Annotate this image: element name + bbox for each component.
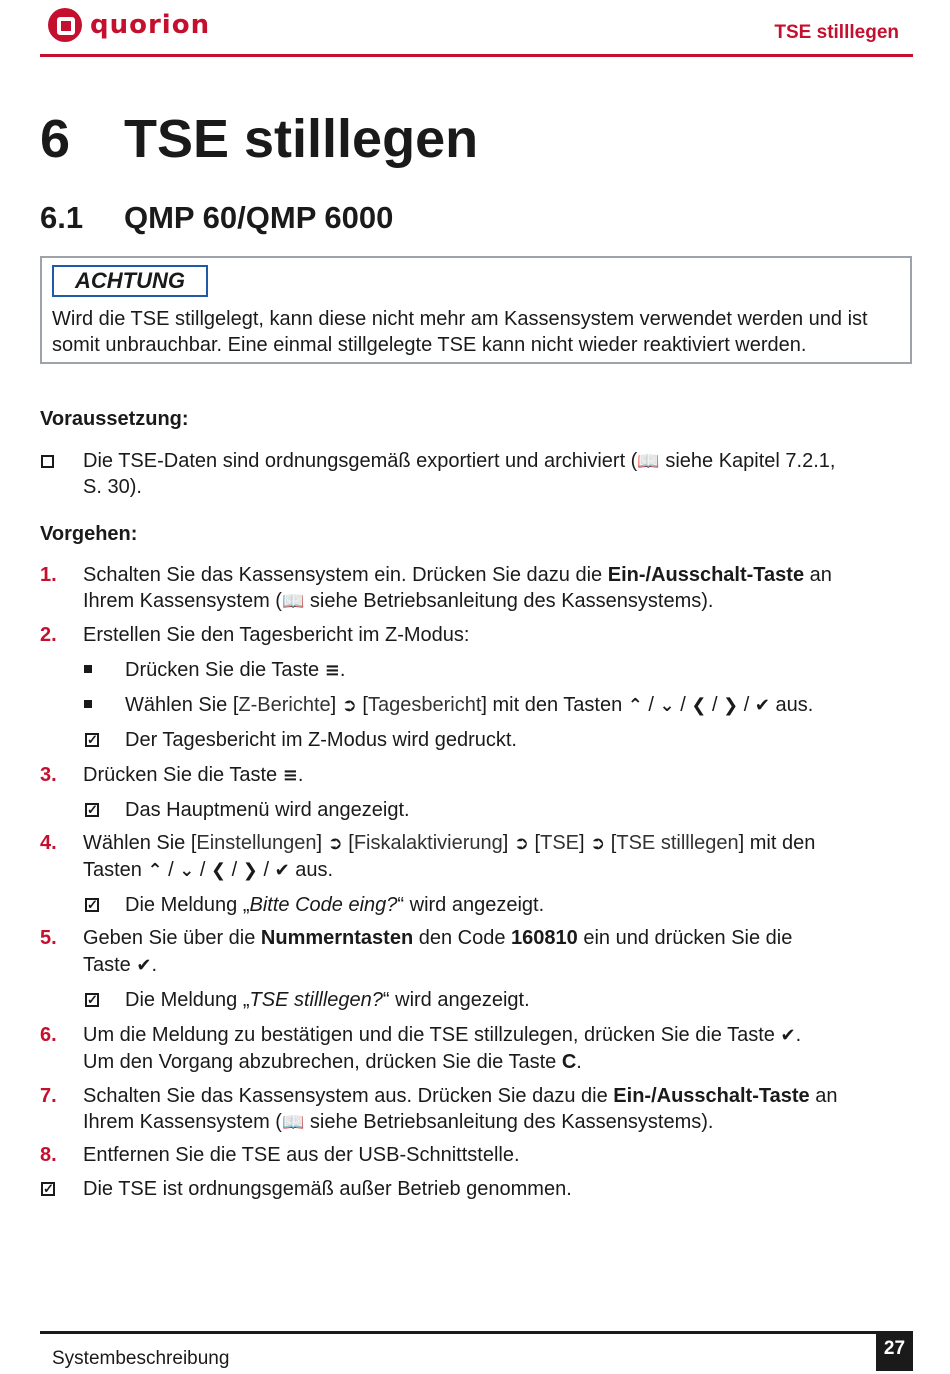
step-2-text: Erstellen Sie den Tagesbericht im Z-Modus: — [83, 624, 470, 646]
step-6-line-1: Um die Meldung zu bestätigen und die TSE stillzulegen, drücken Sie die Taste ✔. — [83, 1024, 802, 1046]
chevron-down-icon: ⌄ — [179, 860, 195, 881]
procedure-label: Vorgehen: — [40, 523, 138, 545]
arrow-right-circle-icon: ➲ — [590, 833, 606, 854]
result-checkbox: ✓ — [43, 1181, 54, 1196]
step-6-line-2: Um den Vorgang abzubrechen, drücken Sie die Taste C. — [83, 1051, 582, 1073]
step-number: 1. — [40, 564, 57, 586]
result-checkbox: ✓ — [87, 897, 98, 912]
book-icon: 📖 — [637, 451, 660, 472]
prerequisite-line-1: Die TSE-Daten sind ordnungsgemäß exportiert und archiviert (📖 siehe Kapitel 7.2.1, — [83, 450, 836, 472]
page-header — [40, 0, 913, 57]
chevron-right-icon: ❯ — [723, 695, 739, 716]
prerequisite-checkbox — [41, 455, 54, 468]
step-3-result: Das Hauptmenü wird angezeigt. — [125, 799, 410, 821]
step-4-result: Die Meldung „Bitte Code eing?“ wird angezeigt. — [125, 894, 545, 916]
book-icon: 📖 — [281, 591, 305, 612]
chapter-title: TSE stilllegen — [124, 109, 479, 169]
section-heading — [40, 200, 393, 236]
chevron-up-icon: ⌃ — [147, 860, 163, 881]
step-4-line-1: Wählen Sie [Einstellungen] ➲ [Fiskalaktivierung] ➲ [TSE] ➲ [TSE stilllegen] mit den — [83, 832, 816, 854]
brand-name: quorion — [90, 10, 211, 40]
step-2-bullet-1: Drücken Sie die Taste ≡. — [125, 659, 346, 681]
menu-icon: ≡ — [282, 765, 298, 786]
final-result: Die TSE ist ordnungsgemäß außer Betrieb genommen. — [83, 1178, 572, 1200]
bullet — [84, 700, 92, 708]
prerequisite-label: Voraussetzung: — [40, 408, 189, 430]
logo-mark — [48, 8, 82, 42]
chevron-right-icon: ❯ — [242, 860, 258, 881]
check-icon: ✔ — [754, 695, 770, 716]
header-title: TSE stilllegen — [774, 22, 899, 43]
step-5-line-1: Geben Sie über die Nummerntasten den Code 160810 ein und drücken Sie die — [83, 927, 793, 949]
check-icon: ✔ — [136, 955, 152, 976]
step-number: 7. — [40, 1085, 57, 1107]
brand-logo — [48, 8, 210, 42]
step-1-line-2: Ihrem Kassensystem (📖 siehe Betriebsanleitung des Kassensystems). — [83, 590, 714, 612]
step-number: 2. — [40, 624, 57, 646]
check-icon: ✔ — [780, 1025, 796, 1046]
arrow-right-circle-icon: ➲ — [341, 695, 357, 716]
step-number: 4. — [40, 832, 57, 854]
step-8-text: Entfernen Sie die TSE aus der USB-Schnittstelle. — [83, 1144, 520, 1166]
page-footer — [40, 1331, 913, 1369]
step-2-bullet-2: Wählen Sie [Z-Berichte] ➲ [Tagesbericht] mit den Tasten ⌃ / ⌄ / ❮ / ❯ / ✔ aus. — [125, 694, 814, 716]
section-title: QMP 60/QMP 6000 — [124, 200, 394, 235]
step-7-line-2: Ihrem Kassensystem (📖 siehe Betriebsanleitung des Kassensystems). — [83, 1111, 714, 1133]
step-number: 5. — [40, 927, 57, 949]
footer-text: Systembeschreibung — [52, 1348, 230, 1369]
chapter-number: 6 — [40, 109, 71, 169]
result-checkbox: ✓ — [87, 732, 98, 747]
step-5-line-2: Taste ✔. — [83, 954, 158, 976]
chevron-left-icon: ❮ — [211, 860, 227, 881]
warning-box — [40, 256, 912, 364]
section-number: 6.1 — [40, 200, 84, 235]
book-icon: 📖 — [281, 1112, 305, 1133]
step-4-line-2: Tasten ⌃ / ⌄ / ❮ / ❯ / ✔ aus. — [83, 859, 334, 881]
bullet — [84, 665, 92, 673]
step-7-line-1: Schalten Sie das Kassensystem aus. Drücken Sie dazu die Ein-/Ausschalt-Taste an — [83, 1085, 838, 1107]
chapter-heading — [40, 108, 478, 170]
menu-icon: ≡ — [324, 660, 340, 681]
page-number: 27 — [876, 1331, 913, 1371]
step-number: 3. — [40, 764, 57, 786]
result-checkbox: ✓ — [87, 802, 98, 817]
step-number: 6. — [40, 1024, 57, 1046]
result-checkbox: ✓ — [87, 992, 98, 1007]
step-3-text: Drücken Sie die Taste ≡. — [83, 764, 304, 786]
warning-text: Wird die TSE stillgelegt, kann diese nicht mehr am Kassensystem verwendet werden und ist somit unbrauchbar. Eine einmal stillgelegte TSE kann nicht wieder reaktiviert werden. — [52, 308, 868, 356]
arrow-right-circle-icon: ➲ — [513, 833, 529, 854]
chevron-up-icon: ⌃ — [627, 695, 643, 716]
step-number: 8. — [40, 1144, 57, 1166]
step-5-result: Die Meldung „TSE stilllegen?“ wird angezeigt. — [125, 989, 530, 1011]
step-2-result: Der Tagesbericht im Z-Modus wird gedruckt. — [125, 729, 517, 751]
check-icon: ✔ — [274, 860, 290, 881]
warning-label: ACHTUNG — [52, 265, 208, 297]
arrow-right-circle-icon: ➲ — [327, 833, 343, 854]
chevron-down-icon: ⌄ — [659, 695, 675, 716]
chevron-left-icon: ❮ — [691, 695, 707, 716]
prerequisite-line-2: S. 30). — [83, 476, 142, 498]
step-1-line-1: Schalten Sie das Kassensystem ein. Drücken Sie dazu die Ein-/Ausschalt-Taste an — [83, 564, 832, 586]
